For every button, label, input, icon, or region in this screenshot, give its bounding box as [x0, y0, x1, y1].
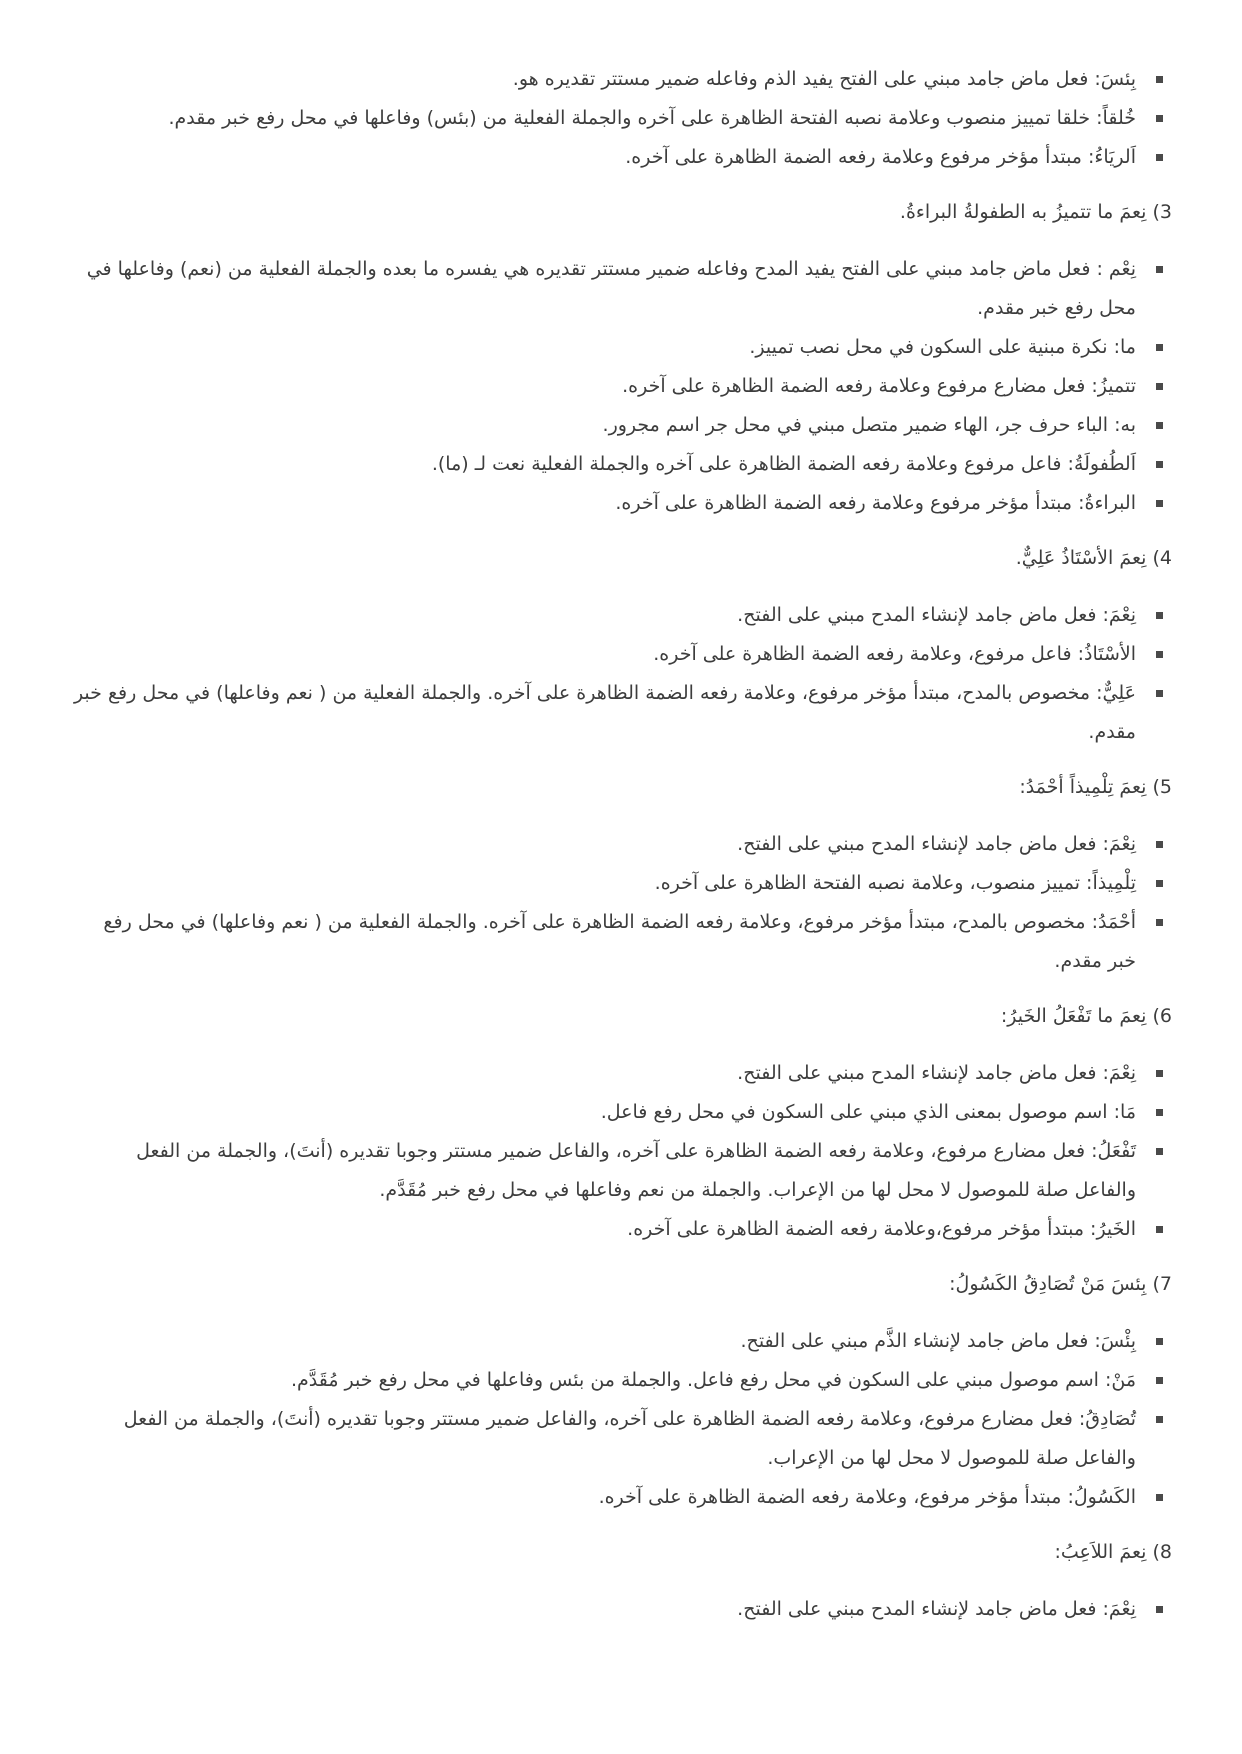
question-heading-5 — [70, 768, 1172, 807]
list-item: تِلْمِيذاً: تمييز منصوب، وعلامة نصبه الفتحة الظاهرة على آخره. — [70, 864, 1172, 903]
list-item: أحْمَدُ: مخصوص بالمدح، مبتدأ مؤخر مرفوع، وعلامة رفعه الضمة الظاهرة على آخره. والجملة الفعلية من ( نعم وفاعلها) في محل رفع خبر مقدم. — [70, 903, 1172, 981]
question-text: نِعمَ ما تتميزُ به الطفولةُ البراءةُ. — [899, 201, 1147, 223]
analysis-list-3 — [70, 250, 1172, 523]
question-text: نِعمَ اللاَعِبُ: — [1054, 1541, 1147, 1563]
question-text: نِعمَ الأسْتَاذُ عَلِيٌّ. — [1015, 547, 1147, 569]
analysis-list-block0 — [70, 60, 1172, 177]
analysis-list-6 — [70, 1054, 1172, 1249]
question-text: نِعمَ تِلْمِيذاً أحْمَدُ: — [1019, 776, 1147, 798]
list-item: نِعْمَ: فعل ماض جامد لإنشاء المدح مبني على الفتح. — [70, 825, 1172, 864]
list-item: بِئْسَ: فعل ماض جامد لإنشاء الذَّم مبني على الفتح. — [70, 1322, 1172, 1361]
analysis-list-5 — [70, 825, 1172, 981]
list-item: نِعْم : فعل ماض جامد مبني على الفتح يفيد المدح وفاعله ضمير مستتر تقديره هي يفسره ما بعده والجملة الفعلية من (نعم) وفاعلها في محل رفع خبر مقدم. — [70, 250, 1172, 328]
question-heading-8 — [70, 1533, 1172, 1572]
list-item: البراءةُ: مبتدأ مؤخر مرفوع وعلامة رفعه الضمة الظاهرة على آخره. — [70, 484, 1172, 523]
question-text: نِعمَ ما تَفْعَلُ الخَيرُ: — [1000, 1005, 1147, 1027]
list-item: تتميزُ: فعل مضارع مرفوع وعلامة رفعه الضمة الظاهرة على آخره. — [70, 367, 1172, 406]
list-item: بِئسَ: فعل ماض جامد مبني على الفتح يفيد الذم وفاعله ضمير مستتر تقديره هو. — [70, 60, 1172, 99]
analysis-list-8 — [70, 1590, 1172, 1629]
list-item: اَلريَاءُ: مبتدأ مؤخر مرفوع وعلامة رفعه الضمة الظاهرة على آخره. — [70, 138, 1172, 177]
list-item: مَا: اسم موصول بمعنى الذي مبني على السكون في محل رفع فاعل. — [70, 1093, 1172, 1132]
question-number: 8) — [1152, 1541, 1172, 1563]
list-item: به: الباء حرف جر، الهاء ضمير متصل مبني في محل جر اسم مجرور. — [70, 406, 1172, 445]
question-number: 5) — [1152, 776, 1172, 798]
list-item: خُلقاً: خلقا تمييز منصوب وعلامة نصبه الفتحة الظاهرة على آخره والجملة الفعلية من (بئس) وفاعلها في محل رفع خبر مقدم. — [70, 99, 1172, 138]
list-item: الكَسُولُ: مبتدأ مؤخر مرفوع، وعلامة رفعه الضمة الظاهرة على آخره. — [70, 1478, 1172, 1517]
analysis-list-7 — [70, 1322, 1172, 1517]
question-heading-3 — [70, 193, 1172, 232]
question-number: 7) — [1152, 1273, 1172, 1295]
analysis-list-4 — [70, 596, 1172, 752]
question-text: بِئسَ مَنْ تُصَادِقُ الكَسُولُ: — [949, 1273, 1147, 1295]
list-item: نِعْمَ: فعل ماض جامد لإنشاء المدح مبني على الفتح. — [70, 596, 1172, 635]
list-item: نِعْمَ: فعل ماض جامد لإنشاء المدح مبني على الفتح. — [70, 1590, 1172, 1629]
question-number: 3) — [1152, 201, 1172, 223]
list-item: نِعْمَ: فعل ماض جامد لإنشاء المدح مبني على الفتح. — [70, 1054, 1172, 1093]
list-item: الأسْتَاذُ: فاعل مرفوع، وعلامة رفعه الضمة الظاهرة على آخره. — [70, 635, 1172, 674]
list-item: عَلِيٌّ: مخصوص بالمدح، مبتدأ مؤخر مرفوع، وعلامة رفعه الضمة الظاهرة على آخره. والجملة الفعلية من ( نعم وفاعلها) في محل رفع خبر مقدم. — [70, 674, 1172, 752]
list-item: مَنْ: اسم موصول مبني على السكون في محل رفع فاعل. والجملة من بئس وفاعلها في محل رفع خبر مُقَدَّم. — [70, 1361, 1172, 1400]
list-item: تُصَادِقُ: فعل مضارع مرفوع، وعلامة رفعه الضمة الظاهرة على آخره، والفاعل ضمير مستتر وجوبا تقديره (أنتَ)، والجملة من الفعل والفاعل صلة للموصول لا محل لها من الإعراب. — [70, 1400, 1172, 1478]
list-item: تَفْعَلُ: فعل مضارع مرفوع، وعلامة رفعه الضمة الظاهرة على آخره، والفاعل ضمير مستتر وجوبا تقديره (أنتَ)، والجملة من الفعل والفاعل صلة للموصول لا محل لها من الإعراب. والجملة من نعم وفاعلها في محل رفع خبر مُقَدَّم. — [70, 1132, 1172, 1210]
question-heading-4 — [70, 539, 1172, 578]
question-number: 4) — [1152, 547, 1172, 569]
list-item: الخَيرُ: مبتدأ مؤخر مرفوع،وعلامة رفعه الضمة الظاهرة على آخره. — [70, 1210, 1172, 1249]
question-number: 6) — [1152, 1005, 1172, 1027]
question-heading-6 — [70, 997, 1172, 1036]
list-item: اَلطُفولَةُ: فاعل مرفوع وعلامة رفعه الضمة الظاهرة على آخره والجملة الفعلية نعت لـ (ما). — [70, 445, 1172, 484]
list-item: ما: نكرة مبنية على السكون في محل نصب تمييز. — [70, 328, 1172, 367]
question-heading-7 — [70, 1265, 1172, 1304]
